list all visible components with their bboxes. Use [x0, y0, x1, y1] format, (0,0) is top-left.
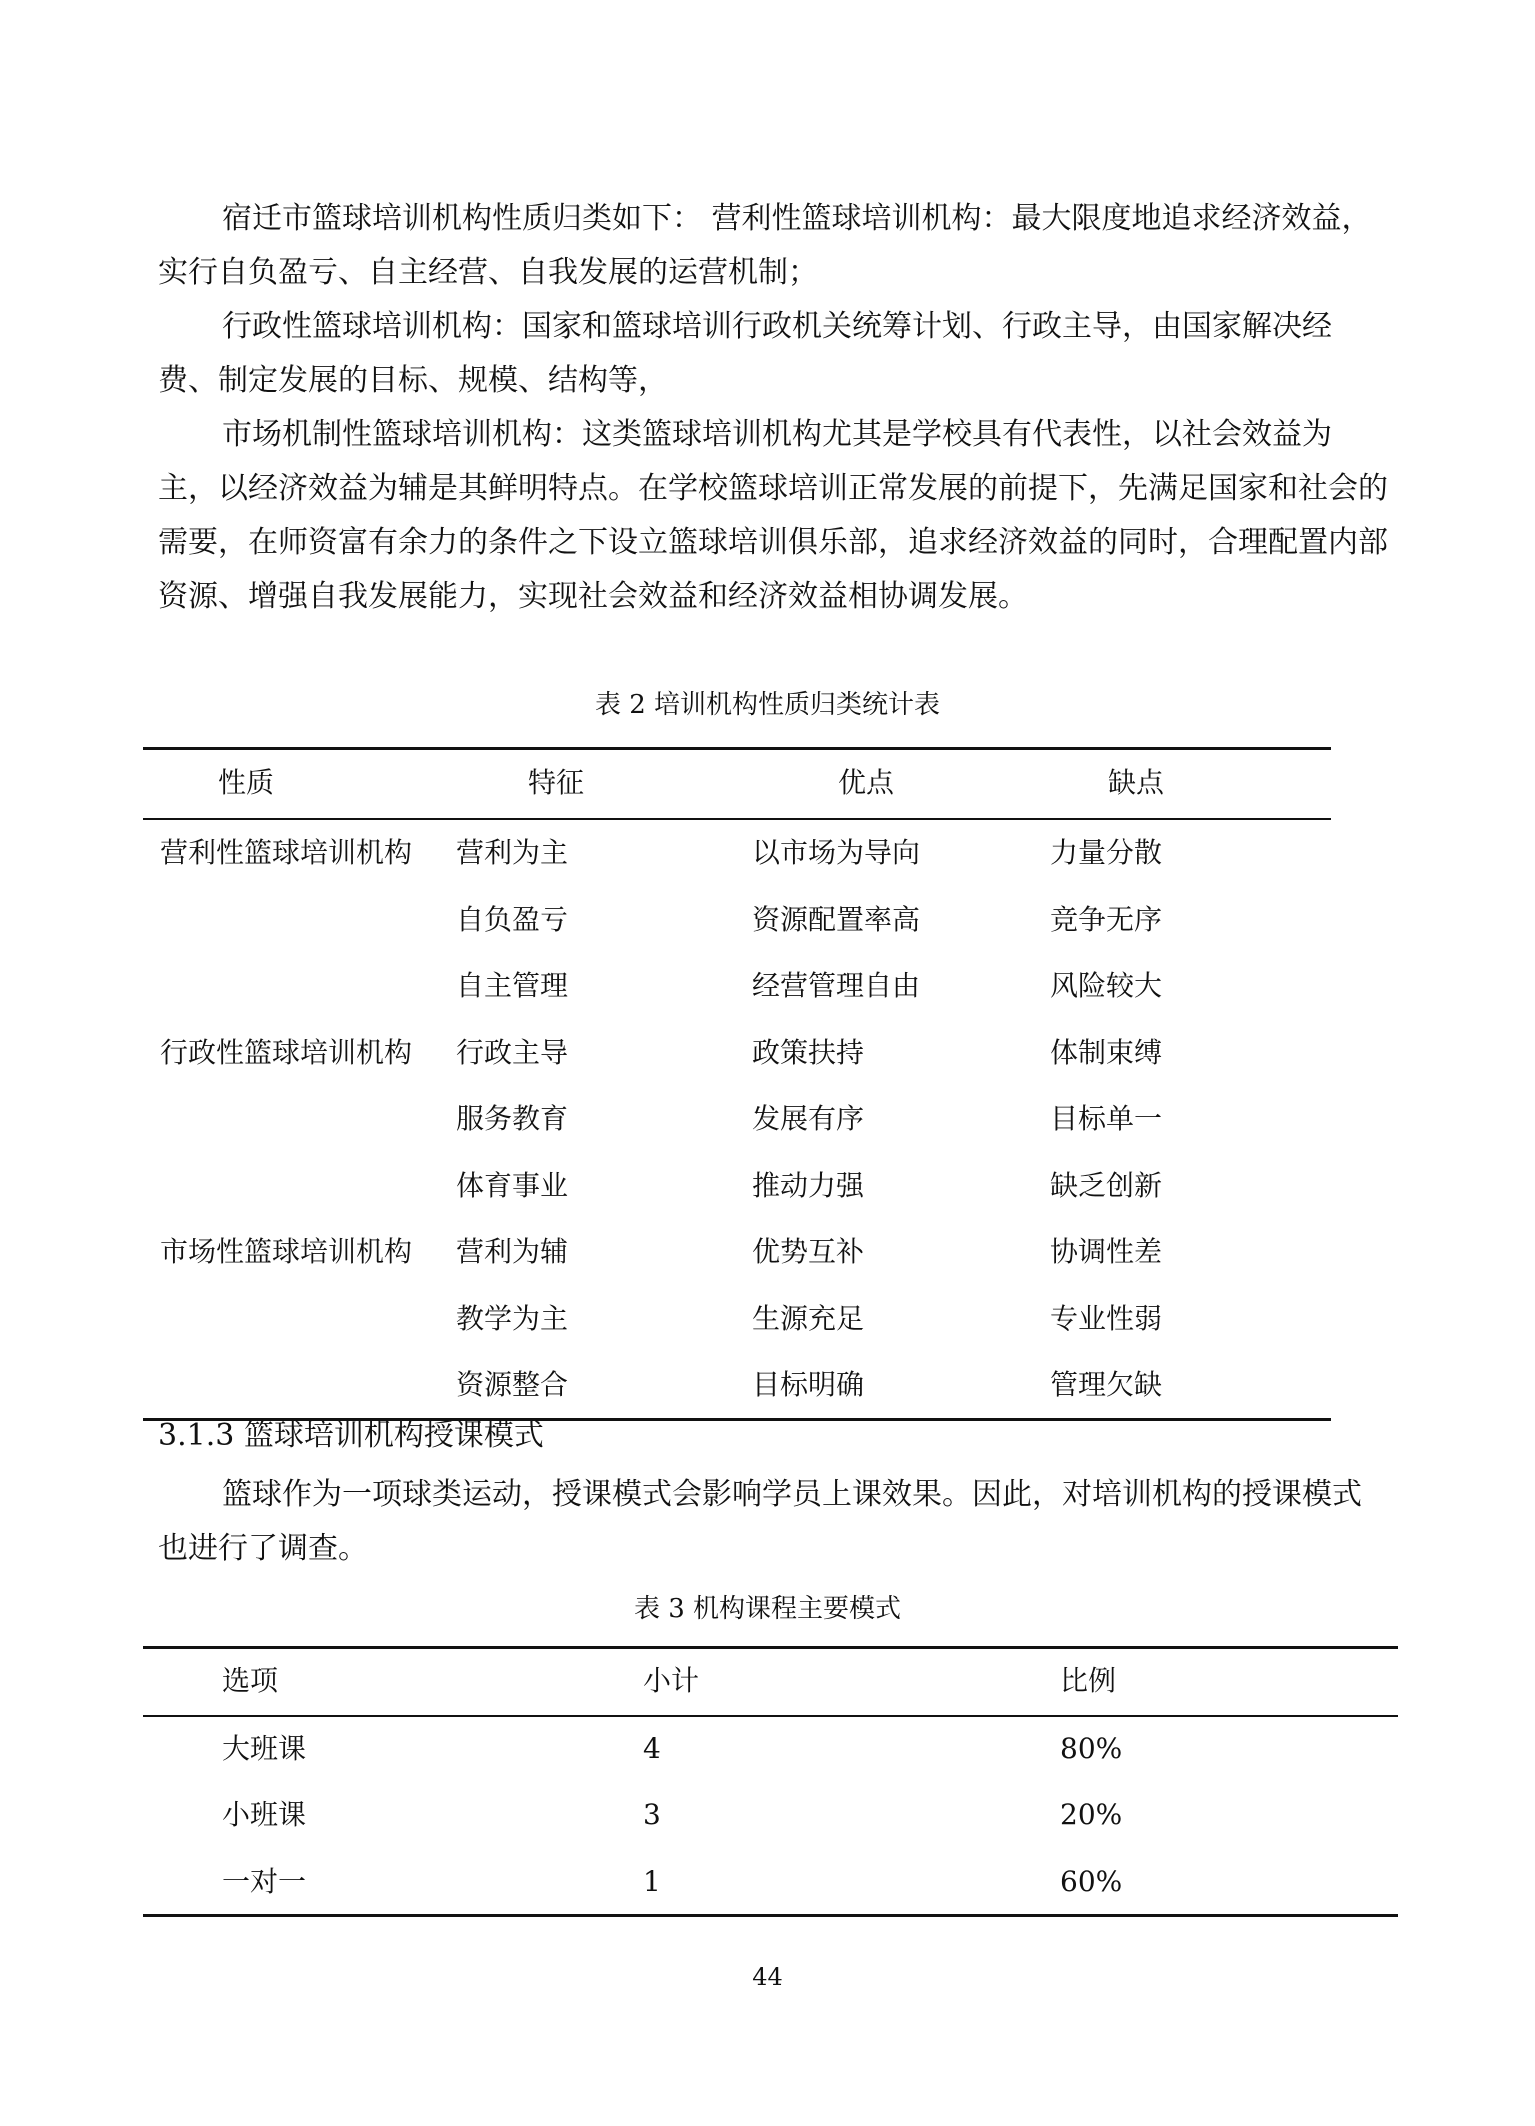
table2-header-rule	[143, 818, 1331, 820]
table2-row5-feature: 服务教育	[456, 1102, 569, 1135]
table2-row7-feature: 营利为辅	[456, 1235, 569, 1268]
table2-row9-advantage: 目标明确	[752, 1368, 865, 1401]
table3-row2-subtotal: 3	[643, 1798, 661, 1831]
page-number: 44	[752, 1963, 783, 1991]
table2-row7-disadvantage: 协调性差	[1050, 1235, 1163, 1268]
table2-row2-advantage: 资源配置率高	[752, 903, 921, 936]
section-paragraph: 篮球作为一项球类运动，授课模式会影响学员上课效果。因此，对培训机构的授课模式也进行了调查。	[158, 1477, 1362, 1566]
table3-bottom-rule	[143, 1914, 1398, 1917]
table3-row3-ratio: 60%	[1060, 1865, 1123, 1898]
table2-row6-advantage: 推动力强	[752, 1169, 865, 1202]
table3-row1-option: 大班课	[222, 1732, 307, 1765]
table2-row4-nature: 行政性篮球培训机构	[160, 1036, 413, 1069]
table2-row6-feature: 体育事业	[456, 1169, 569, 1202]
table2-row1-feature: 营利为主	[456, 836, 569, 869]
table3-header-subtotal: 小计	[643, 1664, 700, 1697]
table3-header-rule	[143, 1715, 1398, 1717]
table3-row1-subtotal: 4	[643, 1732, 661, 1765]
table3-header-option: 选项	[222, 1664, 279, 1697]
table2-row9-feature: 资源整合	[456, 1368, 569, 1401]
paragraph-1: 宿迁市篮球培训机构性质归类如下： 营利性篮球培训机构：最大限度地追求经济效益， 实行自负盈亏、自主经营、自我发展的运营机制；	[158, 201, 1372, 290]
paragraph-2: 行政性篮球培训机构：国家和篮球培训行政机关统筹计划、行政主导，由国家解决经费、制定发展的目标、规模、结构等，	[158, 309, 1332, 398]
table2-row3-feature: 自主管理	[456, 969, 569, 1002]
table2-row8-feature: 教学为主	[456, 1302, 569, 1335]
table2-row1-advantage: 以市场为导向	[752, 836, 921, 869]
table2-row6-disadvantage: 缺乏创新	[1050, 1169, 1163, 1202]
table2-row3-advantage: 经营管理自由	[752, 969, 921, 1002]
table2-row2-feature: 自负盈亏	[456, 903, 569, 936]
table2-row4-feature: 行政主导	[456, 1036, 569, 1069]
table2-header-feature: 特征	[528, 766, 585, 799]
table3-row3-option: 一对一	[222, 1865, 307, 1898]
table2-top-rule	[143, 747, 1331, 750]
table2-row3-disadvantage: 风险较大	[1050, 969, 1163, 1002]
table2-row4-advantage: 政策扶持	[752, 1036, 865, 1069]
table2-row9-disadvantage: 管理欠缺	[1050, 1368, 1163, 1401]
table2-row5-disadvantage: 目标单一	[1050, 1102, 1163, 1135]
table2-header-nature: 性质	[218, 766, 275, 799]
table2-row5-advantage: 发展有序	[752, 1102, 865, 1135]
table2-row7-nature: 市场性篮球培训机构	[160, 1235, 413, 1268]
table2-row8-advantage: 生源充足	[752, 1302, 865, 1335]
table2-row2-disadvantage: 竞争无序	[1050, 903, 1163, 936]
table2-row1-nature: 营利性篮球培训机构	[160, 836, 413, 869]
table2-header-advantage: 优点	[838, 766, 895, 799]
table3-row2-ratio: 20%	[1060, 1798, 1123, 1831]
table3-caption: 表 3 机构课程主要模式	[633, 1594, 902, 1624]
table2-row4-disadvantage: 体制束缚	[1050, 1036, 1163, 1069]
table2-header-disadvantage: 缺点	[1108, 766, 1165, 799]
table3-row3-subtotal: 1	[643, 1865, 661, 1898]
table3-row2-option: 小班课	[222, 1798, 307, 1831]
table3-top-rule	[143, 1646, 1398, 1649]
table2-row7-advantage: 优势互补	[752, 1235, 865, 1268]
table2-row1-disadvantage: 力量分散	[1050, 836, 1163, 869]
table3-header-ratio: 比例	[1060, 1664, 1117, 1697]
section-heading: 3.1.3 篮球培训机构授课模式	[158, 1418, 544, 1453]
paragraph-3: 市场机制性篮球培训机构：这类篮球培训机构尤其是学校具有代表性，以社会效益为主，以经济效益为辅是其鲜明特点。在学校篮球培训正常发展的前提下，先满足国家和社会的需要，在师资富有余力的条件之下设立篮球培训俱乐部，追求经济效益的同时，合理配置内部资源、增强自我发展能力，实现社会效益和经济效益相协调发展。	[158, 417, 1388, 614]
table2-row8-disadvantage: 专业性弱	[1050, 1302, 1163, 1335]
table3-row1-ratio: 80%	[1060, 1732, 1123, 1765]
table2-caption: 表 2 培训机构性质归类统计表	[594, 690, 941, 720]
